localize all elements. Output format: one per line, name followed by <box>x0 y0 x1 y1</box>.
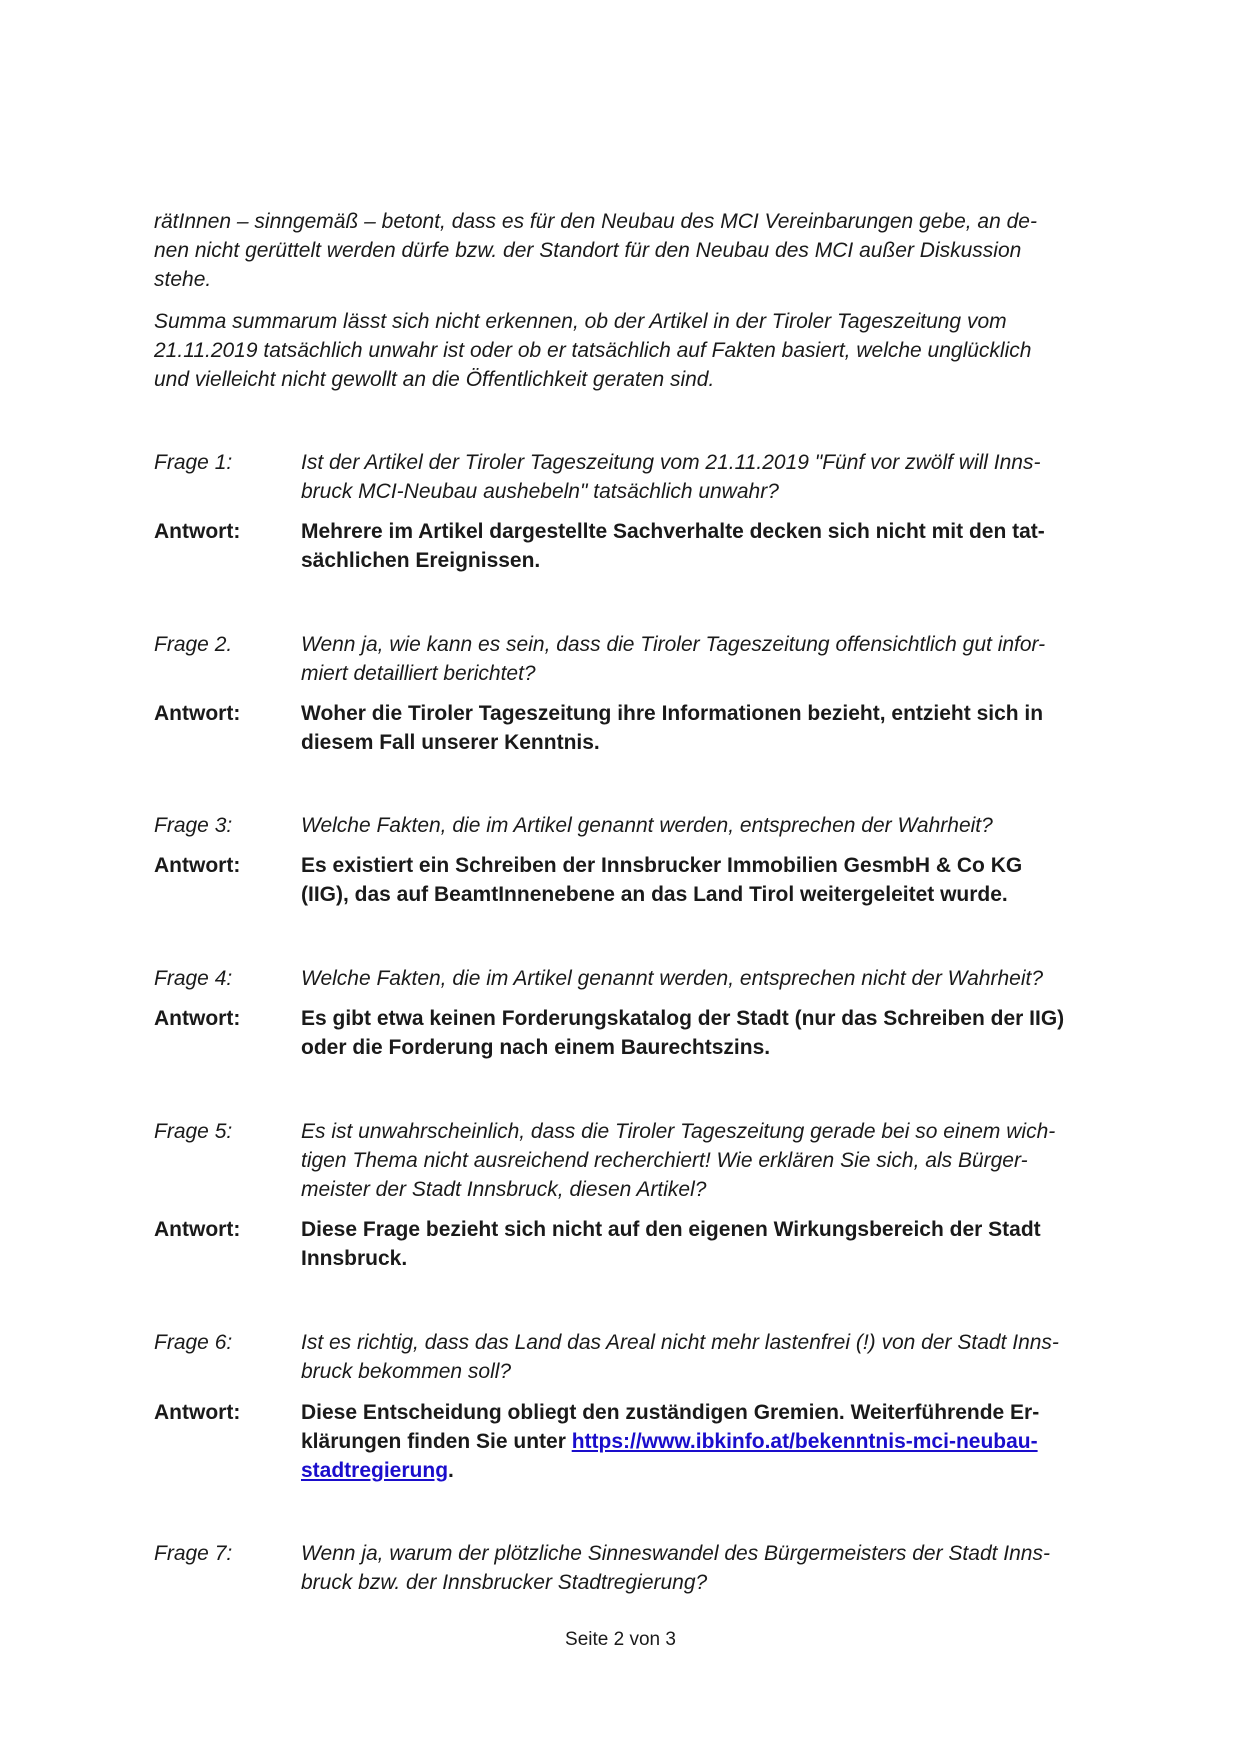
answer-label: Antwort: <box>154 854 241 877</box>
question-label: Frage 7: <box>154 1542 233 1565</box>
answer-text: Diese Entscheidung obliegt den zuständigen Gremien. Weiterführende Er- klärungen finden Sie unter https://www.ibkinfo.at/bekenntnis-mci-neubau- stadtregierung. <box>301 1401 1040 1482</box>
question-text: Es ist unwahrscheinlich, dass die Tiroler Tageszeitung gerade bei so einem wich- tigen Thema nicht ausreichend recherchiert! Wie erklären Sie sich, als Bürger- meister der Stadt Innsbruck, diesen Artikel? <box>301 1120 1056 1201</box>
answer-label: Antwort: <box>154 1218 241 1241</box>
answer-text: Mehrere im Artikel dargestellte Sachverhalte decken sich nicht mit den tat- sächlichen Ereignissen. <box>301 520 1045 572</box>
question-label: Frage 1: <box>154 451 233 474</box>
question-text: Welche Fakten, die im Artikel genannt werden, entsprechen der Wahrheit? <box>301 814 993 837</box>
answer-label: Antwort: <box>154 520 241 543</box>
question-label: Frage 4: <box>154 967 233 990</box>
answer-text: Woher die Tiroler Tageszeitung ihre Informationen bezieht, entzieht sich in diesem Fall unserer Kenntnis. <box>301 702 1044 754</box>
ibkinfo-link-continued[interactable]: stadtregierung <box>301 1459 449 1482</box>
question-text: Wenn ja, warum der plötzliche Sinneswandel des Bürgermeisters der Stadt Inns- bruck bzw. der Innsbrucker Stadtregierung? <box>301 1542 1050 1594</box>
answer-text: Es gibt etwa keinen Forderungskatalog der Stadt (nur das Schreiben der IIG) oder die Forderung nach einem Baurechtszins. <box>301 1007 1065 1059</box>
answer-label: Antwort: <box>154 1401 241 1424</box>
page-number-footer: Seite 2 von 3 <box>565 1629 676 1650</box>
question-text: Ist der Artikel der Tiroler Tageszeitung vom 21.11.2019 "Fünf vor zwölf will Inns- bruck MCI-Neubau aushebeln" tatsächlich unwahr? <box>301 451 1041 503</box>
question-label: Frage 3: <box>154 814 233 837</box>
answer-label: Antwort: <box>154 702 241 725</box>
question-text: Welche Fakten, die im Artikel genannt werden, entsprechen nicht der Wahrheit? <box>301 967 1044 990</box>
answer-label: Antwort: <box>154 1007 241 1030</box>
question-label: Frage 6: <box>154 1331 233 1354</box>
answer-text: Es existiert ein Schreiben der Innsbrucker Immobilien GesmbH & Co KG (IIG), das auf BeamtInnenebene an das Land Tirol weitergeleitet wurde. <box>301 854 1023 906</box>
intro-paragraph-2: Summa summarum lässt sich nicht erkennen, ob der Artikel in der Tiroler Tageszeitung vom 21.11.2019 tatsächlich unwahr ist oder ob er tatsächlich auf Fakten basiert, welche unglücklich und vielleicht nicht gewollt an die Öffentlichkeit geraten sind. <box>154 310 1032 391</box>
answer-text: Diese Frage bezieht sich nicht auf den eigenen Wirkungsbereich der Stadt Innsbruck. <box>301 1218 1041 1270</box>
question-text: Ist es richtig, dass das Land das Areal nicht mehr lastenfrei (!) von der Stadt Inns- bruck bekommen soll? <box>301 1331 1059 1383</box>
question-text: Wenn ja, wie kann es sein, dass die Tiroler Tageszeitung offensichtlich gut infor- miert detailliert berichtet? <box>301 633 1046 685</box>
ibkinfo-link[interactable]: https://www.ibkinfo.at/bekenntnis-mci-neubau- <box>571 1430 1038 1453</box>
intro-paragraph-1: rätInnen – sinngemäß – betont, dass es für den Neubau des MCI Vereinbarungen gebe, an de- nen nicht gerüttelt werden dürfe bzw. der Standort für den Neubau des MCI außer Diskussion stehe. <box>154 210 1037 291</box>
question-label: Frage 2. <box>154 633 233 656</box>
question-label: Frage 5: <box>154 1120 233 1143</box>
